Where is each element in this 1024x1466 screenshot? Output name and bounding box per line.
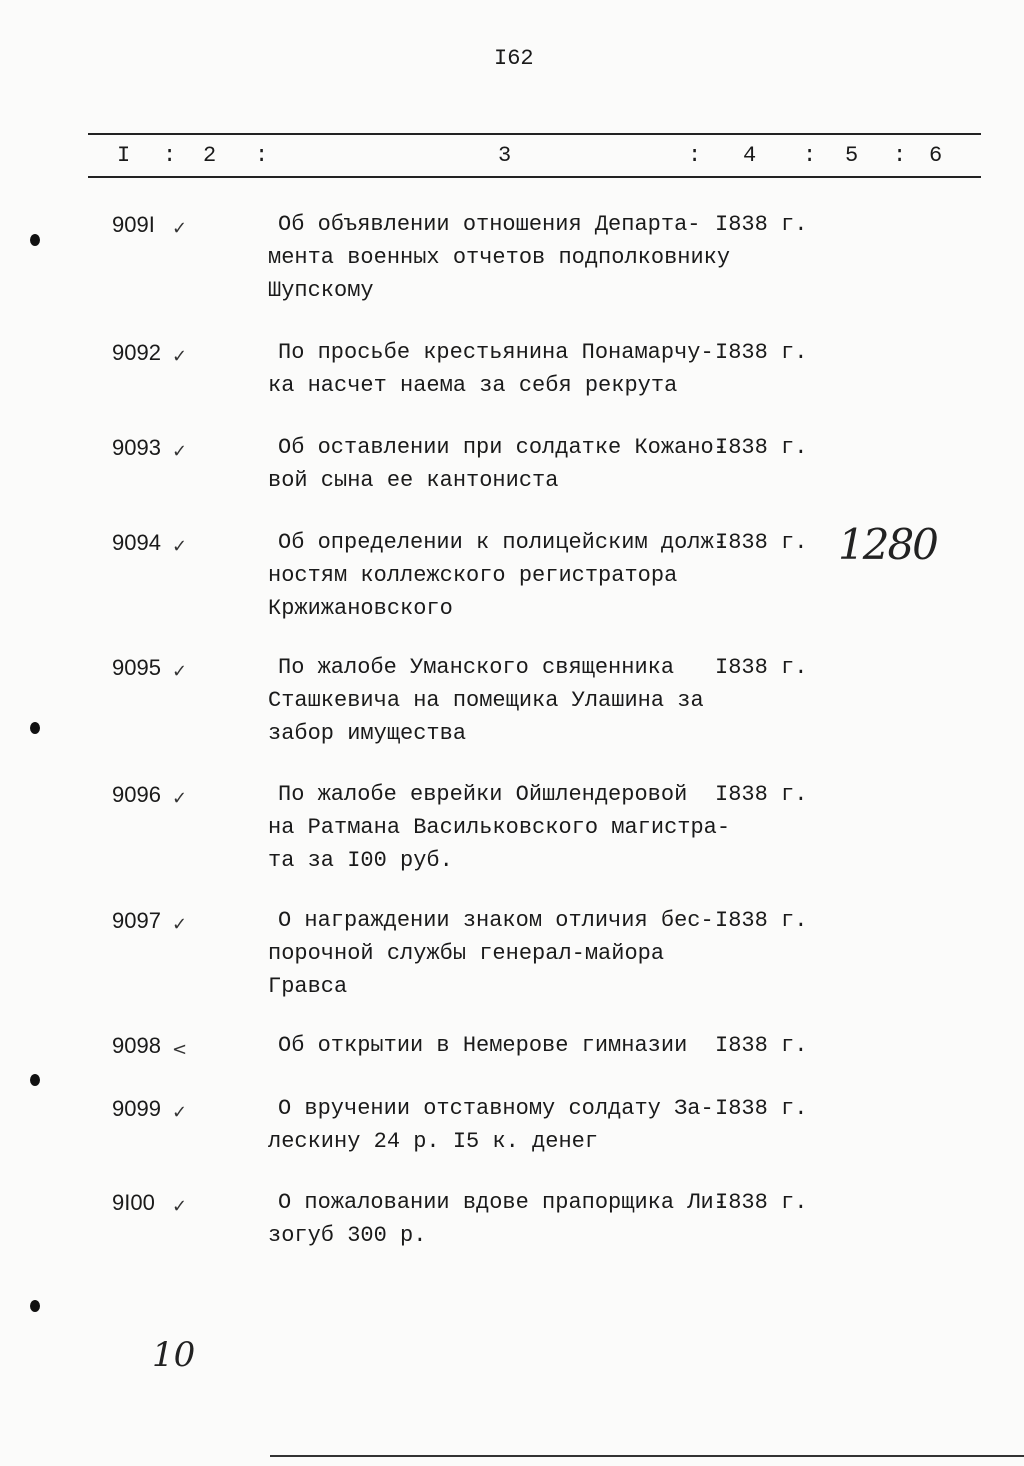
checkmark-icon: ✓ — [172, 788, 188, 809]
entry-title-line: зогуб 300 р. — [268, 1223, 427, 1248]
entry-number: 9099 — [112, 1096, 161, 1121]
entry-title-line: вой сына ее кантониста — [268, 468, 559, 493]
header-rule-top — [88, 133, 981, 135]
entry-year: I838 г. — [715, 1033, 808, 1058]
entry-year: I838 г. — [715, 908, 808, 933]
entry-title — [268, 1029, 687, 1062]
entry-title-line: порочной службы генерал-майора — [268, 941, 665, 966]
entry-title-line: мента военных отчетов подполковнику — [268, 245, 731, 270]
column-separator: : — [255, 143, 269, 168]
entry-title-line: Об открытии в Немерове гимназии — [278, 1033, 688, 1058]
entry-year: I838 г. — [715, 1190, 808, 1215]
entry-number: 909I — [112, 212, 155, 237]
column-separator: : — [803, 143, 817, 168]
column-header-5: 5 — [845, 143, 859, 168]
punch-hole — [30, 722, 40, 734]
entry-title-line: О пожаловании вдове прапорщика Ли- — [278, 1190, 727, 1215]
entry-title — [268, 336, 714, 402]
checkmark-icon: ✓ — [172, 661, 188, 682]
punch-hole — [30, 1074, 40, 1086]
column-header-4: 4 — [743, 143, 757, 168]
entry-title-line: По просьбе крестьянина Понамарчу- — [278, 340, 714, 365]
entry-title-line: Сташкевича на помещика Улашина за — [268, 688, 704, 713]
entry-title — [268, 208, 730, 307]
entry-title — [268, 778, 730, 877]
entry-year: I838 г. — [715, 655, 808, 680]
entry-title-line: та за I00 руб. — [268, 848, 453, 873]
entry-number: 9098 — [112, 1033, 161, 1058]
entry-title-line: По жалобе Уманского священника — [278, 655, 675, 680]
checkmark-icon: ✓ — [172, 914, 188, 935]
entry-title — [268, 526, 727, 625]
punch-hole — [30, 1300, 40, 1312]
entry-title — [268, 1092, 714, 1158]
entry-number: 9094 — [112, 530, 161, 555]
bottom-rule — [270, 1455, 1024, 1457]
entry-number: 9092 — [112, 340, 161, 365]
checkmark-icon: < — [172, 1039, 188, 1060]
checkmark-icon: ✓ — [172, 346, 188, 367]
entry-year: I838 г. — [715, 340, 808, 365]
punch-hole — [30, 234, 40, 246]
entry-year: I838 г. — [715, 530, 808, 555]
checkmark-icon: ✓ — [172, 441, 188, 462]
entry-title-line: на Ратмана Васильковского магистра- — [268, 815, 731, 840]
entry-title-line: Об определении к полицейским долж- — [278, 530, 727, 555]
column-separator: : — [688, 143, 702, 168]
entry-title-line: забор имущества — [268, 721, 467, 746]
entry-title — [268, 904, 714, 1003]
entry-title-line: Об оставлении при солдатке Кожано- — [278, 435, 727, 460]
entry-title-line: Об объявлении отношения Департа- — [278, 212, 701, 237]
column-separator: : — [163, 143, 177, 168]
entry-title-line: лескину 24 р. I5 к. денег — [268, 1129, 599, 1154]
checkmark-icon: ✓ — [172, 1196, 188, 1217]
entry-title-line: Кржижановского — [268, 596, 453, 621]
entry-title-line: О награждении знаком отличия бес- — [278, 908, 714, 933]
column-header-3: 3 — [498, 143, 512, 168]
entry-title-line: ка насчет наема за себя рекрута — [268, 373, 678, 398]
entry-title-line: Гравса — [268, 974, 348, 999]
entry-title — [268, 1186, 727, 1252]
checkmark-icon: ✓ — [172, 1102, 188, 1123]
column-header-2: 2 — [203, 143, 217, 168]
page-number: I62 — [494, 46, 534, 71]
entry-title-line: ностям коллежского регистратора — [268, 563, 678, 588]
entry-year: I838 г. — [715, 435, 808, 460]
checkmark-icon: ✓ — [172, 536, 188, 557]
checkmark-icon: ✓ — [172, 218, 188, 239]
column-header-1: I — [117, 143, 131, 168]
entry-number: 9097 — [112, 908, 161, 933]
entry-year: I838 г. — [715, 1096, 808, 1121]
entry-number: 9093 — [112, 435, 161, 460]
entry-year: I838 г. — [715, 782, 808, 807]
handwritten-footer-note: 10 — [152, 1335, 196, 1375]
entry-title-line: По жалобе еврейки Ойшлендеровой — [278, 782, 688, 807]
entry-title-line: Шупскому — [268, 278, 374, 303]
column-header-6: 6 — [929, 143, 943, 168]
entry-number: 9095 — [112, 655, 161, 680]
entry-title — [268, 431, 727, 497]
entry-number: 9I00 — [112, 1190, 155, 1215]
entry-number: 9096 — [112, 782, 161, 807]
entry-title — [268, 651, 704, 750]
header-rule-bottom — [88, 176, 981, 178]
column-separator: : — [893, 143, 907, 168]
entry-year: I838 г. — [715, 212, 808, 237]
entry-title-line: О вручении отставному солдату За- — [278, 1096, 714, 1121]
handwritten-total: 1280 — [838, 520, 937, 569]
